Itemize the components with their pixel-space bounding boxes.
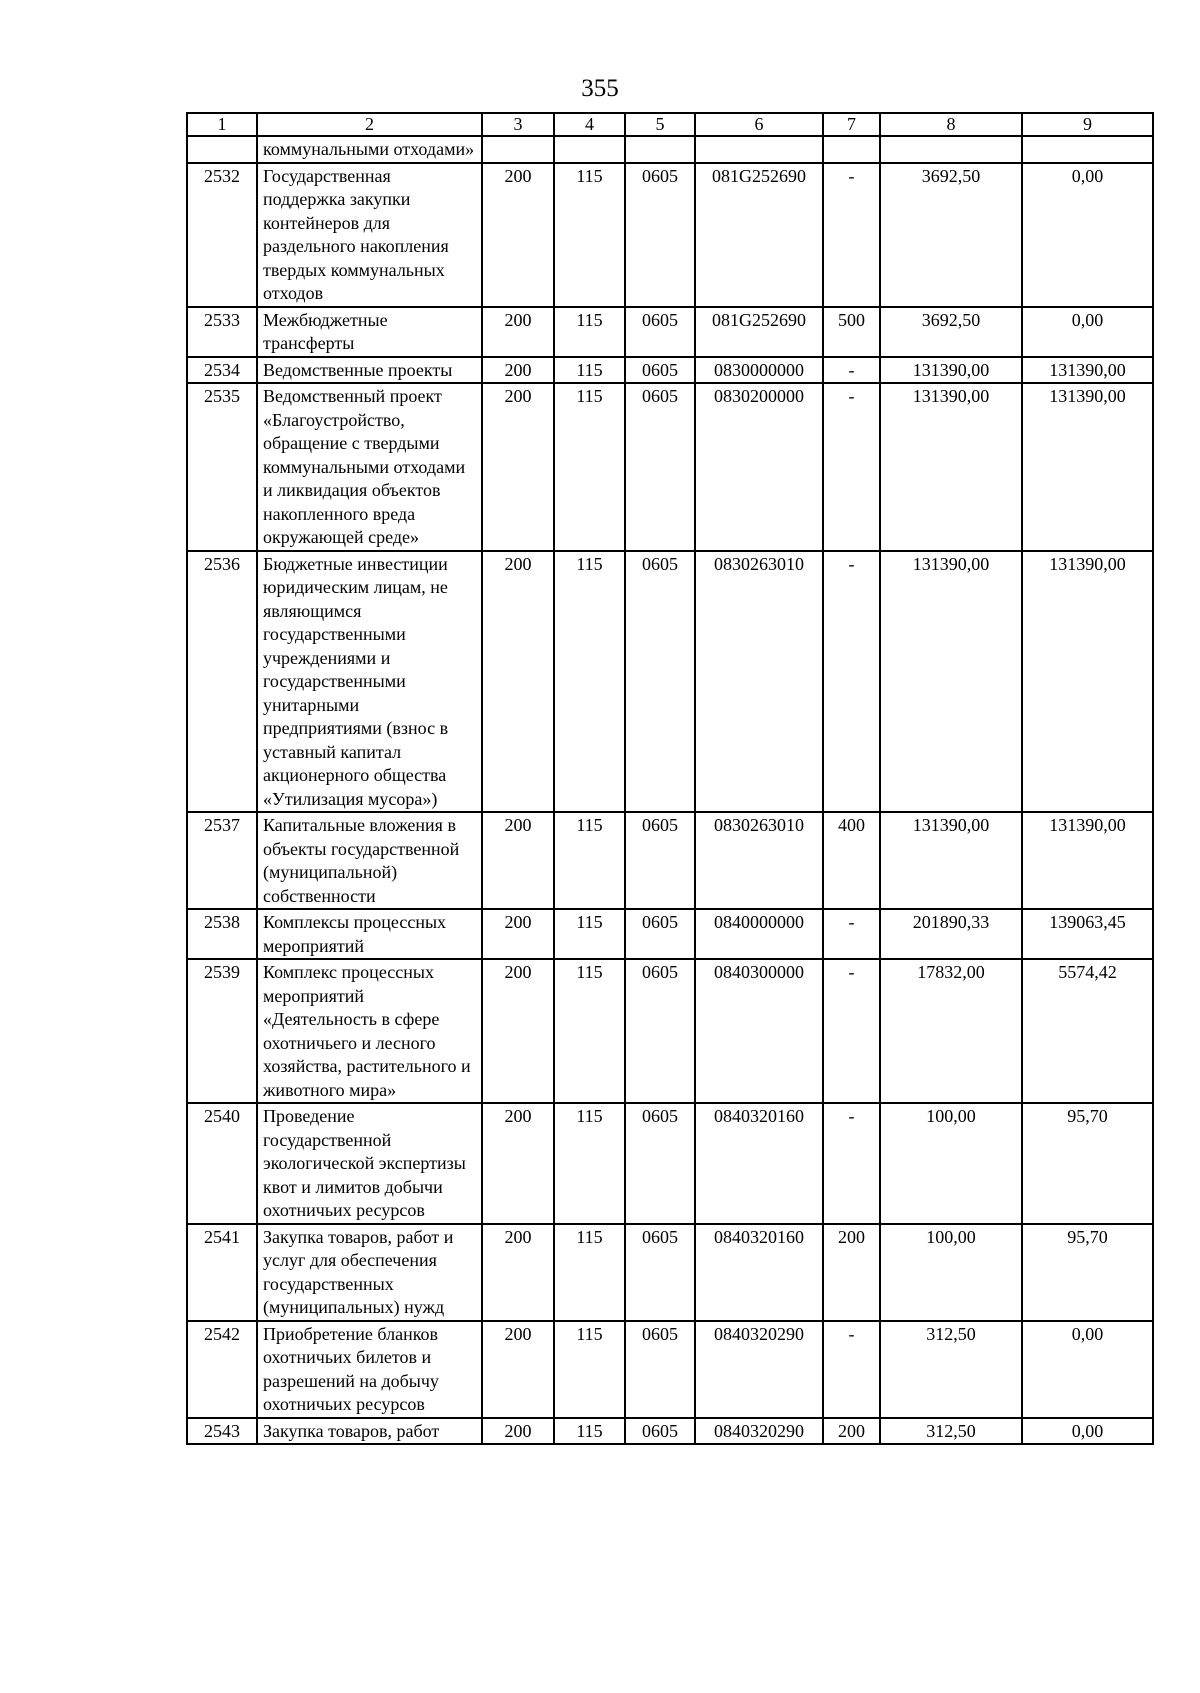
code-7: - bbox=[823, 163, 880, 307]
code-7: 400 bbox=[823, 812, 880, 909]
code-7: 500 bbox=[823, 307, 880, 357]
row-name: Приобретение бланков охотничьих билетов и разрешений на добычу охотничьих ресурсов bbox=[257, 1321, 482, 1418]
column-header: 4 bbox=[554, 113, 625, 136]
row-name: Бюджетные инвестиции юридическим лицам, не являющимся государственными учреждениями и государственными унитарными предприятиями (взнос в уставный капитал акционерного общества «Утилизация мусора») bbox=[257, 551, 482, 813]
column-header: 2 bbox=[257, 113, 482, 136]
row-number: 2538 bbox=[187, 909, 257, 959]
code-4 bbox=[554, 136, 625, 163]
code-5: 0605 bbox=[625, 551, 695, 813]
amount-8: 100,00 bbox=[880, 1103, 1022, 1224]
amount-9: 5574,42 bbox=[1022, 959, 1153, 1103]
table-row bbox=[187, 307, 1153, 357]
amount-8: 100,00 bbox=[880, 1224, 1022, 1321]
amount-9: 131390,00 bbox=[1022, 812, 1153, 909]
table-row bbox=[187, 1224, 1153, 1321]
code-6: 081G252690 bbox=[695, 163, 823, 307]
code-3: 200 bbox=[482, 163, 554, 307]
column-header: 3 bbox=[482, 113, 554, 136]
amount-9: 131390,00 bbox=[1022, 551, 1153, 813]
amount-9: 95,70 bbox=[1022, 1103, 1153, 1224]
row-number bbox=[187, 136, 257, 163]
amount-9: 139063,45 bbox=[1022, 909, 1153, 959]
code-6: 0840300000 bbox=[695, 959, 823, 1103]
amount-9: 0,00 bbox=[1022, 163, 1153, 307]
code-4: 115 bbox=[554, 357, 625, 384]
code-3: 200 bbox=[482, 551, 554, 813]
table-row bbox=[187, 959, 1153, 1103]
code-5: 0605 bbox=[625, 163, 695, 307]
code-7: 200 bbox=[823, 1224, 880, 1321]
code-6: 0840000000 bbox=[695, 909, 823, 959]
code-6: 0830200000 bbox=[695, 383, 823, 551]
code-7: - bbox=[823, 551, 880, 813]
column-header: 5 bbox=[625, 113, 695, 136]
code-5: 0605 bbox=[625, 1418, 695, 1445]
row-name: Государственная поддержка закупки контейнеров для раздельного накопления твердых коммунальных отходов bbox=[257, 163, 482, 307]
code-3: 200 bbox=[482, 909, 554, 959]
amount-9: 131390,00 bbox=[1022, 357, 1153, 384]
code-5: 0605 bbox=[625, 1321, 695, 1418]
code-5 bbox=[625, 136, 695, 163]
code-3: 200 bbox=[482, 383, 554, 551]
row-name: Комплексы процессных мероприятий bbox=[257, 909, 482, 959]
amount-9: 0,00 bbox=[1022, 307, 1153, 357]
column-header: 1 bbox=[187, 113, 257, 136]
table-row bbox=[187, 1321, 1153, 1418]
column-header: 7 bbox=[823, 113, 880, 136]
code-6: 0830263010 bbox=[695, 551, 823, 813]
amount-9: 131390,00 bbox=[1022, 383, 1153, 551]
code-7: 200 bbox=[823, 1418, 880, 1445]
row-name: Комплекс процессных мероприятий «Деятельность в сфере охотничьего и лесного хозяйства, растительного и животного мира» bbox=[257, 959, 482, 1103]
code-7: - bbox=[823, 1103, 880, 1224]
row-number: 2537 bbox=[187, 812, 257, 909]
code-5: 0605 bbox=[625, 1103, 695, 1224]
amount-9: 95,70 bbox=[1022, 1224, 1153, 1321]
amount-8: 3692,50 bbox=[880, 307, 1022, 357]
amount-9: 0,00 bbox=[1022, 1321, 1153, 1418]
code-4: 115 bbox=[554, 163, 625, 307]
amount-8: 3692,50 bbox=[880, 163, 1022, 307]
row-number: 2543 bbox=[187, 1418, 257, 1445]
amount-9 bbox=[1022, 136, 1153, 163]
row-number: 2541 bbox=[187, 1224, 257, 1321]
page-number: 355 bbox=[581, 75, 619, 102]
row-name: Проведение государственной экологической экспертизы квот и лимитов добычи охотничьих ресурсов bbox=[257, 1103, 482, 1224]
table-row bbox=[187, 1103, 1153, 1224]
code-3: 200 bbox=[482, 812, 554, 909]
code-3: 200 bbox=[482, 357, 554, 384]
code-7: - bbox=[823, 357, 880, 384]
code-7: - bbox=[823, 959, 880, 1103]
code-5: 0605 bbox=[625, 812, 695, 909]
amount-8: 312,50 bbox=[880, 1321, 1022, 1418]
code-5: 0605 bbox=[625, 959, 695, 1103]
code-3: 200 bbox=[482, 1418, 554, 1445]
table-row bbox=[187, 136, 1153, 163]
code-3: 200 bbox=[482, 1103, 554, 1224]
code-7: - bbox=[823, 383, 880, 551]
table-body bbox=[187, 136, 1153, 1444]
table-row bbox=[187, 1418, 1153, 1445]
table-row bbox=[187, 383, 1153, 551]
code-6: 0830263010 bbox=[695, 812, 823, 909]
row-number: 2539 bbox=[187, 959, 257, 1103]
row-number: 2534 bbox=[187, 357, 257, 384]
column-header: 6 bbox=[695, 113, 823, 136]
code-6: 0840320290 bbox=[695, 1321, 823, 1418]
header-row bbox=[187, 113, 1153, 136]
column-header: 9 bbox=[1022, 113, 1153, 136]
budget-table bbox=[186, 112, 1154, 1445]
code-7: - bbox=[823, 909, 880, 959]
code-4: 115 bbox=[554, 909, 625, 959]
code-4: 115 bbox=[554, 959, 625, 1103]
row-number: 2535 bbox=[187, 383, 257, 551]
code-3 bbox=[482, 136, 554, 163]
row-number: 2542 bbox=[187, 1321, 257, 1418]
row-name: Закупка товаров, работ bbox=[257, 1418, 482, 1445]
code-5: 0605 bbox=[625, 383, 695, 551]
code-6: 0840320160 bbox=[695, 1103, 823, 1224]
code-6: 0840320160 bbox=[695, 1224, 823, 1321]
amount-8: 131390,00 bbox=[880, 383, 1022, 551]
row-name: Ведомственные проекты bbox=[257, 357, 482, 384]
code-4: 115 bbox=[554, 1418, 625, 1445]
row-name: Ведомственный проект «Благоустройство, обращение с твердыми коммунальными отходами и ликвидация объектов накопленного вреда окружающей среде» bbox=[257, 383, 482, 551]
row-name: Закупка товаров, работ и услуг для обеспечения государственных (муниципальных) нужд bbox=[257, 1224, 482, 1321]
row-name: Капитальные вложения в объекты государственной (муниципальной) собственности bbox=[257, 812, 482, 909]
code-5: 0605 bbox=[625, 357, 695, 384]
code-3: 200 bbox=[482, 1224, 554, 1321]
code-4: 115 bbox=[554, 1103, 625, 1224]
amount-8: 312,50 bbox=[880, 1418, 1022, 1445]
row-name: коммунальными отходами» bbox=[257, 136, 482, 163]
row-name: Межбюджетные трансферты bbox=[257, 307, 482, 357]
code-3: 200 bbox=[482, 307, 554, 357]
row-number: 2532 bbox=[187, 163, 257, 307]
row-number: 2533 bbox=[187, 307, 257, 357]
code-6: 081G252690 bbox=[695, 307, 823, 357]
table-row bbox=[187, 357, 1153, 384]
code-4: 115 bbox=[554, 383, 625, 551]
table-row bbox=[187, 163, 1153, 307]
row-number: 2536 bbox=[187, 551, 257, 813]
code-5: 0605 bbox=[625, 1224, 695, 1321]
code-4: 115 bbox=[554, 551, 625, 813]
row-number: 2540 bbox=[187, 1103, 257, 1224]
code-6: 0840320290 bbox=[695, 1418, 823, 1445]
code-5: 0605 bbox=[625, 909, 695, 959]
code-7: - bbox=[823, 1321, 880, 1418]
amount-8: 131390,00 bbox=[880, 357, 1022, 384]
code-6 bbox=[695, 136, 823, 163]
amount-8: 131390,00 bbox=[880, 812, 1022, 909]
amount-8: 17832,00 bbox=[880, 959, 1022, 1103]
amount-9: 0,00 bbox=[1022, 1418, 1153, 1445]
code-4: 115 bbox=[554, 812, 625, 909]
amount-8 bbox=[880, 136, 1022, 163]
amount-8: 131390,00 bbox=[880, 551, 1022, 813]
table-row bbox=[187, 812, 1153, 909]
code-4: 115 bbox=[554, 307, 625, 357]
column-header: 8 bbox=[880, 113, 1022, 136]
code-4: 115 bbox=[554, 1224, 625, 1321]
code-3: 200 bbox=[482, 959, 554, 1103]
amount-8: 201890,33 bbox=[880, 909, 1022, 959]
table-row bbox=[187, 551, 1153, 813]
code-7 bbox=[823, 136, 880, 163]
table-row bbox=[187, 909, 1153, 959]
code-3: 200 bbox=[482, 1321, 554, 1418]
code-4: 115 bbox=[554, 1321, 625, 1418]
code-5: 0605 bbox=[625, 307, 695, 357]
code-6: 0830000000 bbox=[695, 357, 823, 384]
